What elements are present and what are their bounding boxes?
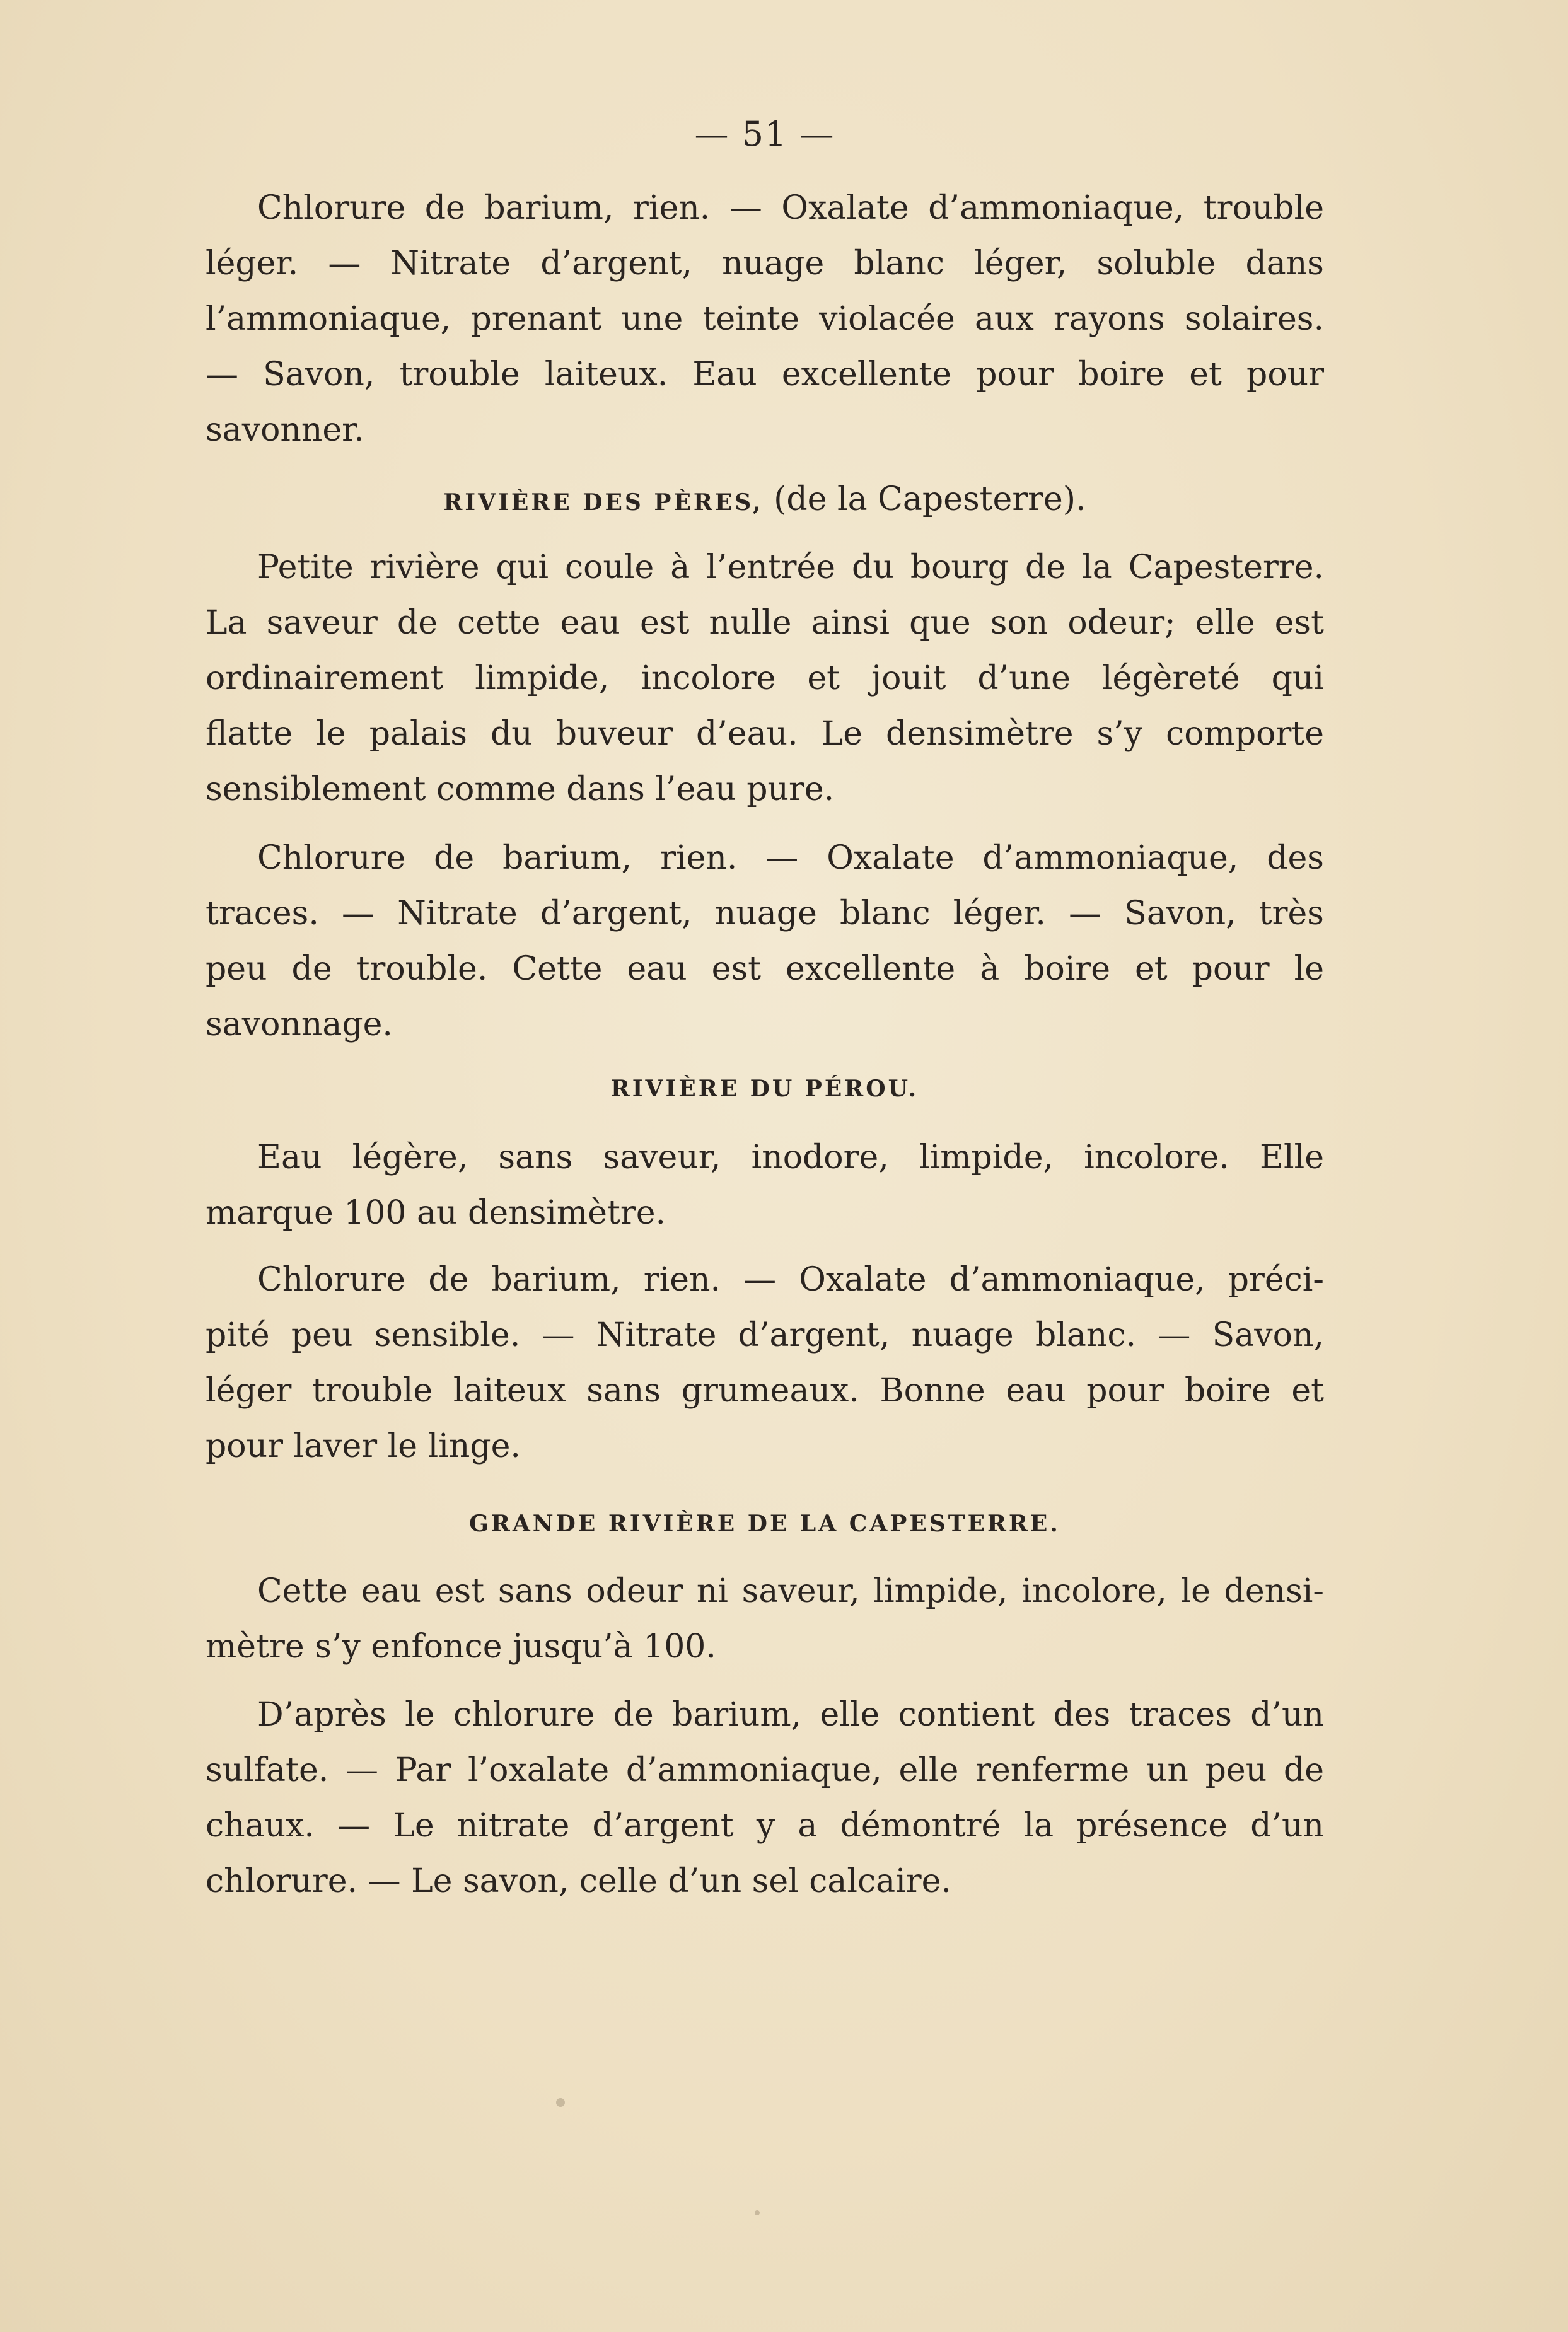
paragraph-1 [206, 180, 1324, 458]
text-line: pité peu sensible. — Nitrate d’argent, nuage blanc. — Savon, [206, 1316, 1324, 1354]
ink-speck [755, 2210, 760, 2215]
paragraph-3 [206, 830, 1324, 1052]
text-line: sensiblement comme dans l’eau pure. [206, 770, 835, 808]
text-line: — Savon, trouble laiteux. Eau excellente pour boire et pour [206, 356, 1324, 393]
text-line: flatte le palais du buveur d’eau. Le densimètre s’y comporte [206, 715, 1324, 753]
text-line: peu de trouble. Cette eau est excellente à boire et pour le [206, 950, 1324, 988]
paragraph-7 [206, 1687, 1324, 1909]
paragraph-5 [206, 1252, 1324, 1474]
text-line: mètre s’y enfonce jusqu’à 100. [206, 1628, 716, 1666]
heading-caps: RIVIÈRE DU PÉROU. [610, 1076, 919, 1102]
text-line: pour laver le linge. [206, 1427, 521, 1465]
text-line: l’ammoniaque, prenant une teinte violacée aux rayons solaires. [206, 300, 1324, 338]
text-line: Eau légère, sans saveur, inodore, limpide, incolore. Elle [257, 1139, 1324, 1176]
text-line: savonner. [206, 411, 364, 449]
page-number: — 51 — [694, 114, 835, 154]
section-heading-grande-riviere [206, 1511, 1324, 1537]
heading-caps: RIVIÈRE DES PÈRES, [443, 489, 764, 516]
text-line: D’après le chlorure de barium, elle contient des traces d’un [257, 1696, 1324, 1734]
heading-subtitle: (de la Capesterre). [763, 480, 1086, 518]
text-line: Chlorure de barium, rien. — Oxalate d’ammoniaque, trouble [257, 189, 1324, 227]
text-line: Cette eau est sans odeur ni saveur, limpide, incolore, le densi- [257, 1572, 1324, 1610]
text-line: marque 100 au densimètre. [206, 1194, 666, 1232]
heading-caps: GRANDE RIVIÈRE DE LA CAPESTERRE. [469, 1511, 1060, 1537]
ink-speck [556, 2098, 565, 2107]
text-line: léger trouble laiteux sans grumeaux. Bonne eau pour boire et [206, 1372, 1324, 1410]
text-line: chaux. — Le nitrate d’argent y a démontré la présence d’un [206, 1807, 1324, 1845]
paragraph-6 [206, 1563, 1324, 1674]
text-line: sulfate. — Par l’oxalate d’ammoniaque, elle renferme un peu de [206, 1751, 1324, 1789]
text-line: ordinairement limpide, incolore et jouit d’une légèreté qui [206, 659, 1324, 697]
paragraph-2 [206, 540, 1324, 817]
text-line: Petite rivière qui coule à l’entrée du bourg de la Capesterre. [257, 548, 1324, 586]
text-line: Chlorure de barium, rien. — Oxalate d’ammoniaque, préci- [257, 1261, 1324, 1299]
text-line: traces. — Nitrate d’argent, nuage blanc léger. — Savon, très [206, 895, 1324, 932]
paragraph-4 [206, 1130, 1324, 1241]
text-line: La saveur de cette eau est nulle ainsi que son odeur; elle est [206, 604, 1324, 642]
text-line: savonnage. [206, 1006, 393, 1043]
text-line: chlorure. — Le savon, celle d’un sel calcaire. [206, 1862, 951, 1900]
section-heading-riviere-des-peres [206, 480, 1324, 518]
section-heading-riviere-du-perou [206, 1076, 1324, 1102]
text-line: léger. — Nitrate d’argent, nuage blanc léger, soluble dans [206, 245, 1324, 282]
text-line: Chlorure de barium, rien. — Oxalate d’ammoniaque, des [257, 839, 1324, 877]
